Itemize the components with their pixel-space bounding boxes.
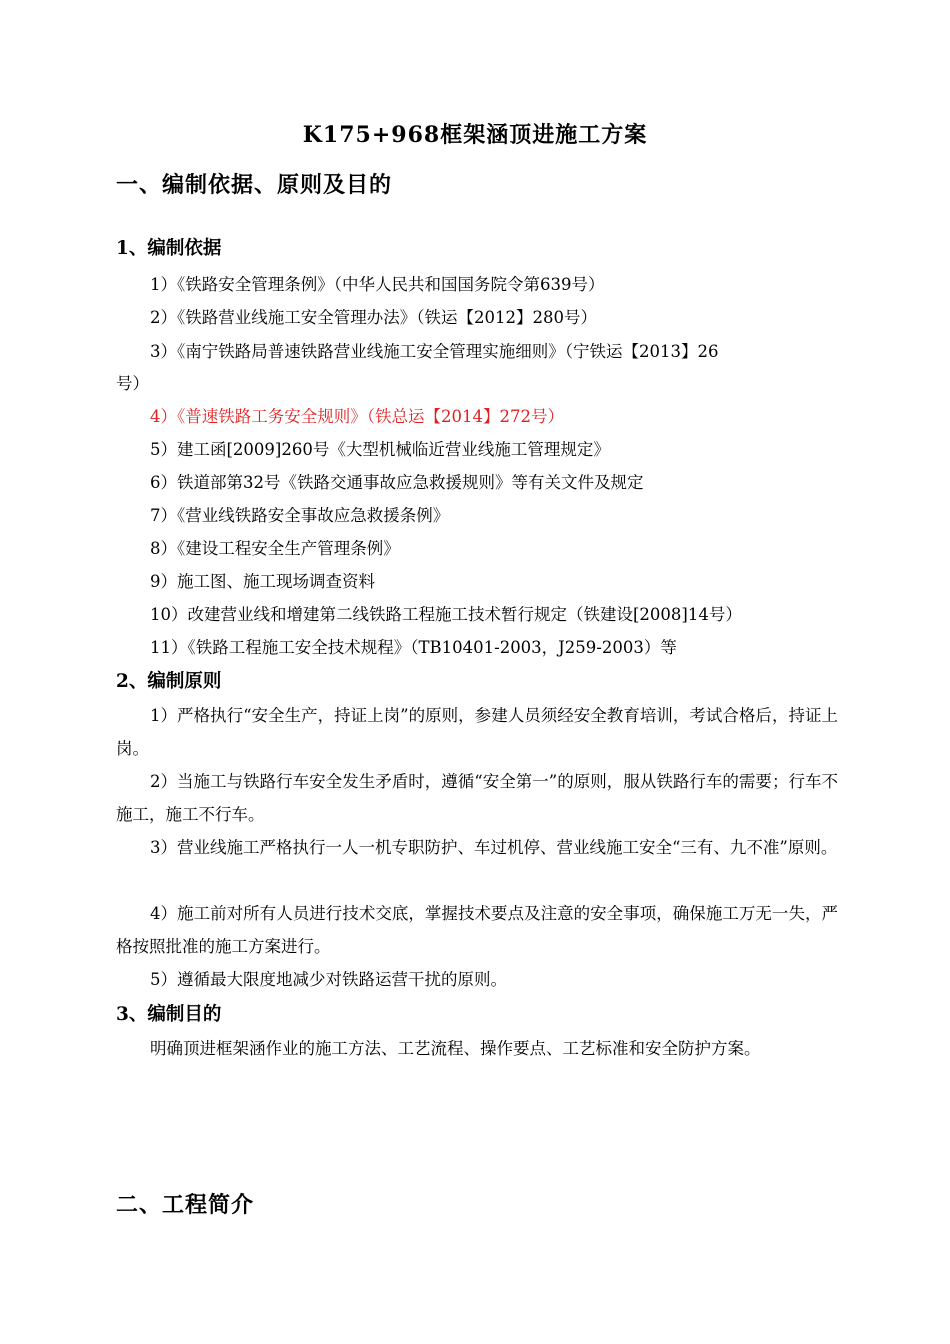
principle-paragraph-1: 1）严格执行“安全生产，持证上岗”的原则，参建人员须经安全教育培训，考试合格后，持证上岗。 <box>116 706 838 758</box>
basis-item-9: 9）施工图、施工现场调查资料 <box>150 572 375 591</box>
basis-item-4-highlighted: 4）《普速铁路工务安全规则》（铁总运【2014】272号） <box>150 407 564 426</box>
subheading-principles: 2、编制原则 <box>116 671 222 692</box>
section-heading-project-overview: 二、工程简介 <box>116 1192 255 1218</box>
basis-item-10: 10）改建营业线和增建第二线铁路工程施工技术暂行规定（铁建设[2008]14号） <box>150 605 742 624</box>
basis-item-2: 2）《铁路营业线施工安全管理办法》（铁运【2012】280号） <box>150 308 597 327</box>
principle-paragraph-4: 4）施工前对所有人员进行技术交底，掌握技术要点及注意的安全事项，确保施工万无一失，严格按照批准的施工方案进行。 <box>116 904 838 956</box>
basis-item-3-continuation: 号） <box>116 374 149 393</box>
basis-item-3: 3）《南宁铁路局普速铁路营业线施工安全管理实施细则》（宁铁运【2013】26 <box>150 342 719 361</box>
basis-item-6: 6）铁道部第32号《铁路交通事故应急救援规则》等有关文件及规定 <box>150 473 644 492</box>
principle-paragraph-3: 3）营业线施工严格执行一人一机专职防护、车过机停、营业线施工安全“三有、九不准”原则。 <box>150 838 838 857</box>
section-heading-basis-principles-purpose: 一、编制依据、原则及目的 <box>116 172 393 198</box>
purpose-paragraph: 明确顶进框架涵作业的施工方法、工艺流程、操作要点、工艺标准和安全防护方案。 <box>150 1039 761 1058</box>
subheading-purpose: 3、编制目的 <box>116 1004 222 1025</box>
basis-item-5: 5）建工函[2009]260号《大型机械临近营业线施工管理规定》 <box>150 440 610 459</box>
basis-item-11: 11）《铁路工程施工安全技术规程》（TB10401-2003，J259-2003）等 <box>150 638 677 657</box>
basis-item-8: 8）《建设工程安全生产管理条例》 <box>150 539 400 558</box>
principle-paragraph-2: 2）当施工与铁路行车安全发生矛盾时，遵循“安全第一”的原则，服从铁路行车的需要；行车不施工，施工不行车。 <box>116 772 838 824</box>
basis-item-1: 1）《铁路安全管理条例》（中华人民共和国国务院令第639号） <box>150 275 605 294</box>
subheading-basis: 1、编制依据 <box>116 238 222 259</box>
document-title: K175+968框架涵顶进施工方案 <box>302 122 648 148</box>
basis-item-7: 7）《营业线铁路安全事故应急救援条例》 <box>150 506 450 525</box>
principle-paragraph-5: 5）遵循最大限度地减少对铁路运营干扰的原则。 <box>150 970 507 989</box>
